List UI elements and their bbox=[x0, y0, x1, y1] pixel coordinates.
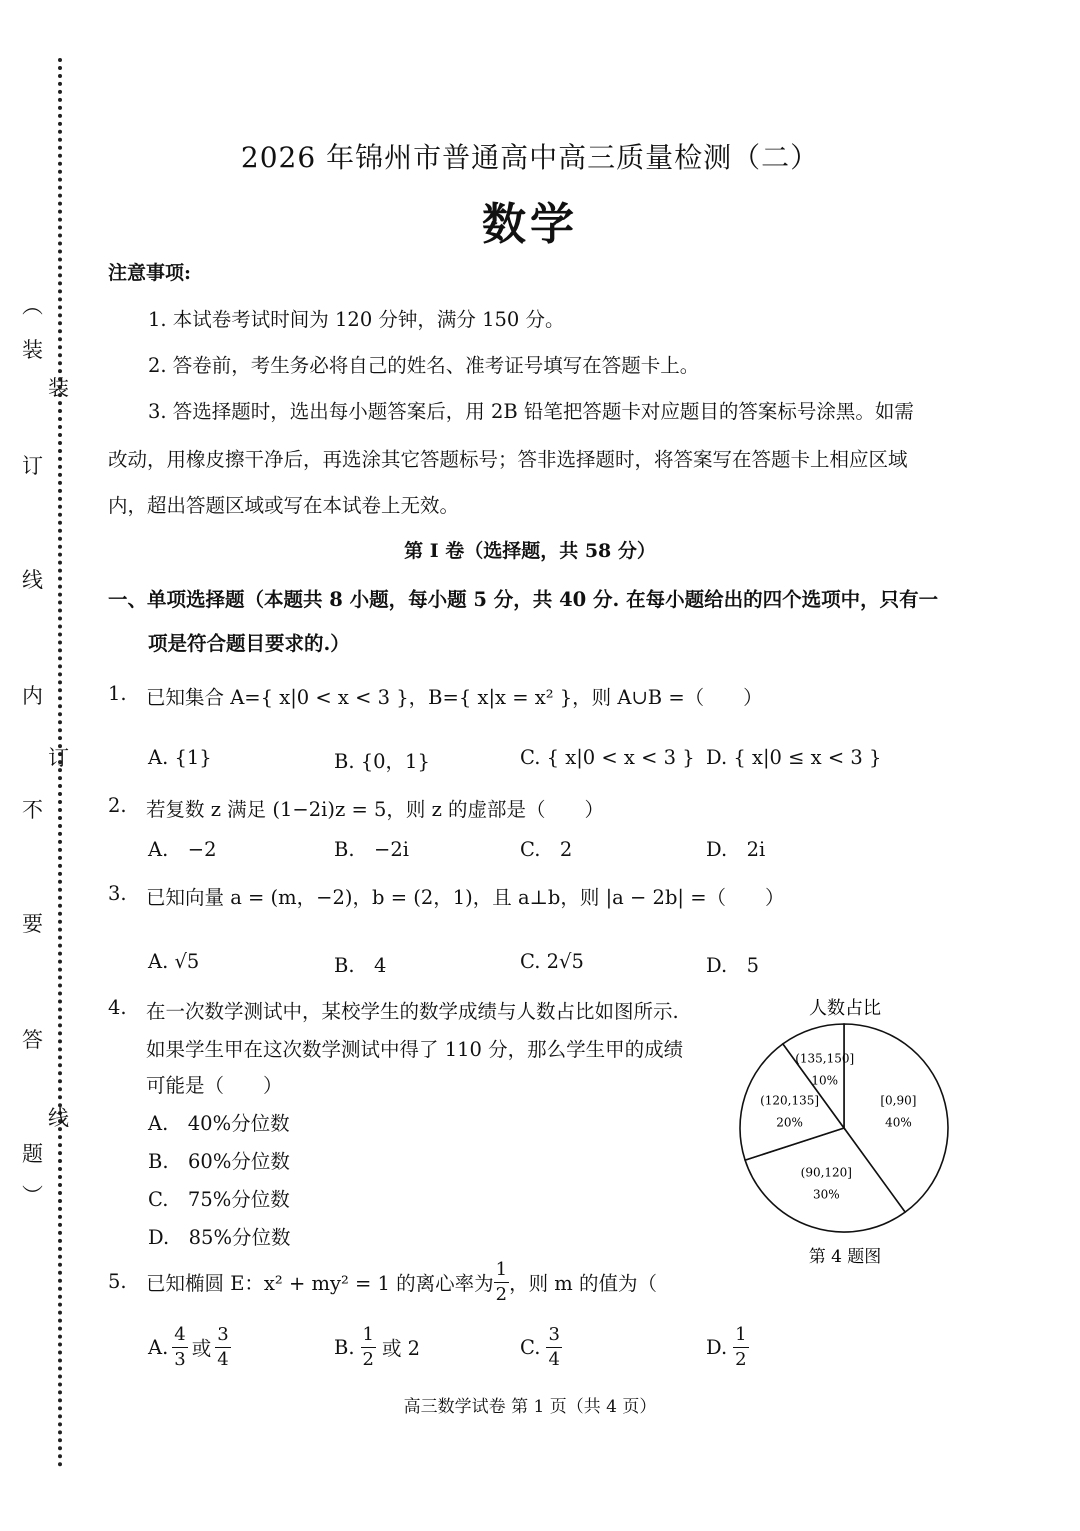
option-d: D. 5 bbox=[706, 954, 760, 977]
denominator: 2 bbox=[735, 1348, 747, 1370]
denominator: 3 bbox=[174, 1348, 186, 1370]
denominator: 4 bbox=[548, 1348, 560, 1370]
margin-char: 装 bbox=[22, 338, 43, 362]
fraction bbox=[546, 1323, 561, 1370]
question-stem: 如果学生甲在这次数学测试中得了 110 分，那么学生甲的成绩 bbox=[146, 1038, 684, 1061]
note-item: 1. 本试卷考试时间为 120 分钟，满分 150 分。 bbox=[148, 308, 565, 331]
option-a: A. {1} bbox=[148, 746, 212, 769]
note-item: 2. 答卷前，考生务必将自己的姓名、准考证号填写在答题卡上。 bbox=[148, 354, 700, 377]
numerator: 3 bbox=[546, 1326, 561, 1348]
slice-percent: 40% bbox=[885, 1115, 912, 1130]
option-label: A. bbox=[148, 1335, 169, 1359]
option-c: C. 2 bbox=[520, 838, 573, 861]
question-stem: 若复数 z 满足 (1−2i)z = 5，则 z 的虚部是（ ） bbox=[146, 798, 605, 821]
denominator: 2 bbox=[495, 1283, 508, 1305]
option-d: D. 85%分位数 bbox=[148, 1226, 291, 1249]
option-label: B. bbox=[334, 1335, 355, 1359]
margin-char: 答 bbox=[22, 1028, 43, 1052]
slice-percent: 20% bbox=[776, 1115, 803, 1130]
page-footer: 高三数学试卷 第 1 页（共 4 页） bbox=[403, 1397, 657, 1417]
option-label: D. bbox=[706, 1335, 728, 1359]
numerator: 1 bbox=[361, 1326, 376, 1348]
part-heading: 项是符合题目要求的.） bbox=[148, 632, 350, 655]
option-d bbox=[706, 1322, 749, 1372]
option-a: A. −2 bbox=[148, 838, 217, 861]
option-c bbox=[520, 1322, 562, 1372]
section-title: 第 I 卷（选择题，共 58 分） bbox=[404, 540, 656, 562]
margin-char: 线 bbox=[48, 1106, 69, 1130]
option-d: D. { x|0 ≤ x < 3 } bbox=[706, 746, 882, 769]
fraction bbox=[172, 1323, 187, 1370]
stem-text: 已知椭圆 E：x² + my² = 1 的离心率为 bbox=[146, 1272, 494, 1295]
question-number: 2. bbox=[108, 794, 127, 817]
margin-char: 要 bbox=[22, 912, 43, 936]
part-heading: 一、单项选择题（本题共 8 小题，每小题 5 分，共 40 分. 在每小题给出的四个选项中，只有一 bbox=[108, 588, 939, 611]
question-stem: 已知向量 a = (m，−2)，b = (2，1)，且 a⊥b，则 |a − 2b| =（ ） bbox=[146, 886, 785, 909]
margin-char: 内 bbox=[22, 684, 43, 708]
fraction bbox=[733, 1323, 748, 1370]
option-d: D. 2i bbox=[706, 838, 766, 861]
note-item: 改动，用橡皮擦干净后，再选涂其它答题标号；答非选择题时，将答案写在答题卡上相应区域 bbox=[108, 448, 908, 471]
option-c: C. { x|0 < x < 3 } bbox=[520, 746, 695, 769]
note-item: 3. 答选择题时，选出每小题答案后，用 2B 铅笔把答题卡对应题目的答案标号涂黑。如需 bbox=[148, 400, 914, 423]
note-item: 内，超出答题区域或写在本试卷上无效。 bbox=[108, 494, 460, 517]
fraction bbox=[215, 1323, 230, 1370]
margin-char: 订 bbox=[22, 454, 43, 478]
question-number: 4. bbox=[108, 996, 127, 1019]
numerator: 4 bbox=[172, 1326, 187, 1348]
option-b: B. −2i bbox=[334, 838, 410, 861]
margin-char: 线 bbox=[22, 568, 43, 592]
numerator: 3 bbox=[215, 1326, 230, 1348]
denominator: 4 bbox=[217, 1348, 229, 1370]
slice-label: (90,120] bbox=[800, 1165, 853, 1180]
question-number: 5. bbox=[108, 1270, 127, 1293]
margin-char: 不 bbox=[22, 798, 43, 822]
margin-char: ︶ bbox=[22, 1184, 43, 1208]
slice-label: (135,150] bbox=[795, 1051, 855, 1066]
slice-percent: 30% bbox=[812, 1187, 840, 1202]
question-stem: 已知集合 A={ x|0 < x < 3 }，B={ x|x = x² }，则 A∪B =（ ） bbox=[146, 686, 763, 709]
slice-label: [0,90] bbox=[880, 1093, 917, 1108]
question-number: 1. bbox=[108, 682, 127, 705]
chart-caption: 第 4 题图 bbox=[808, 1247, 882, 1267]
stem-text: ，则 m 的值为（ bbox=[509, 1272, 657, 1295]
fraction bbox=[494, 1258, 509, 1305]
option-c: C. 2√5 bbox=[520, 950, 584, 973]
option-a bbox=[148, 1322, 231, 1372]
option-text: 或 bbox=[191, 1337, 212, 1360]
option-a: A. √5 bbox=[148, 950, 200, 973]
option-label: C. bbox=[520, 1335, 541, 1359]
margin-char: 装 bbox=[48, 376, 69, 400]
numerator: 1 bbox=[494, 1261, 509, 1283]
slice-percent: 10% bbox=[811, 1073, 839, 1088]
option-c: C. 75%分位数 bbox=[148, 1188, 290, 1211]
option-text: 或 2 bbox=[381, 1337, 421, 1360]
option-a: A. 40%分位数 bbox=[148, 1112, 290, 1135]
margin-char: ︵ bbox=[22, 294, 43, 318]
numerator: 1 bbox=[733, 1326, 748, 1348]
notes-heading: 注意事项: bbox=[108, 262, 192, 284]
question-stem: 在一次数学测试中，某校学生的数学成绩与人数占比如图所示. bbox=[146, 1000, 679, 1023]
question-stem: 可能是（ ） bbox=[146, 1074, 283, 1097]
question-stem bbox=[146, 1254, 657, 1310]
question-number: 3. bbox=[108, 882, 127, 905]
pie-chart bbox=[728, 990, 958, 1280]
slice-label: (120,135] bbox=[760, 1093, 820, 1108]
option-b: B. 60%分位数 bbox=[148, 1150, 290, 1173]
exam-title: 2026 年锦州市普通高中高三质量检测（二） bbox=[240, 141, 820, 174]
denominator: 2 bbox=[362, 1348, 374, 1370]
option-b bbox=[334, 1322, 420, 1372]
option-b: B. {0，1} bbox=[334, 750, 430, 773]
option-b: B. 4 bbox=[334, 954, 387, 977]
chart-title: 人数占比 bbox=[809, 998, 881, 1019]
fraction bbox=[361, 1323, 376, 1370]
margin-char: 题 bbox=[22, 1142, 43, 1166]
margin-char: 订 bbox=[48, 746, 69, 770]
subject-title: 数学 bbox=[482, 199, 578, 250]
